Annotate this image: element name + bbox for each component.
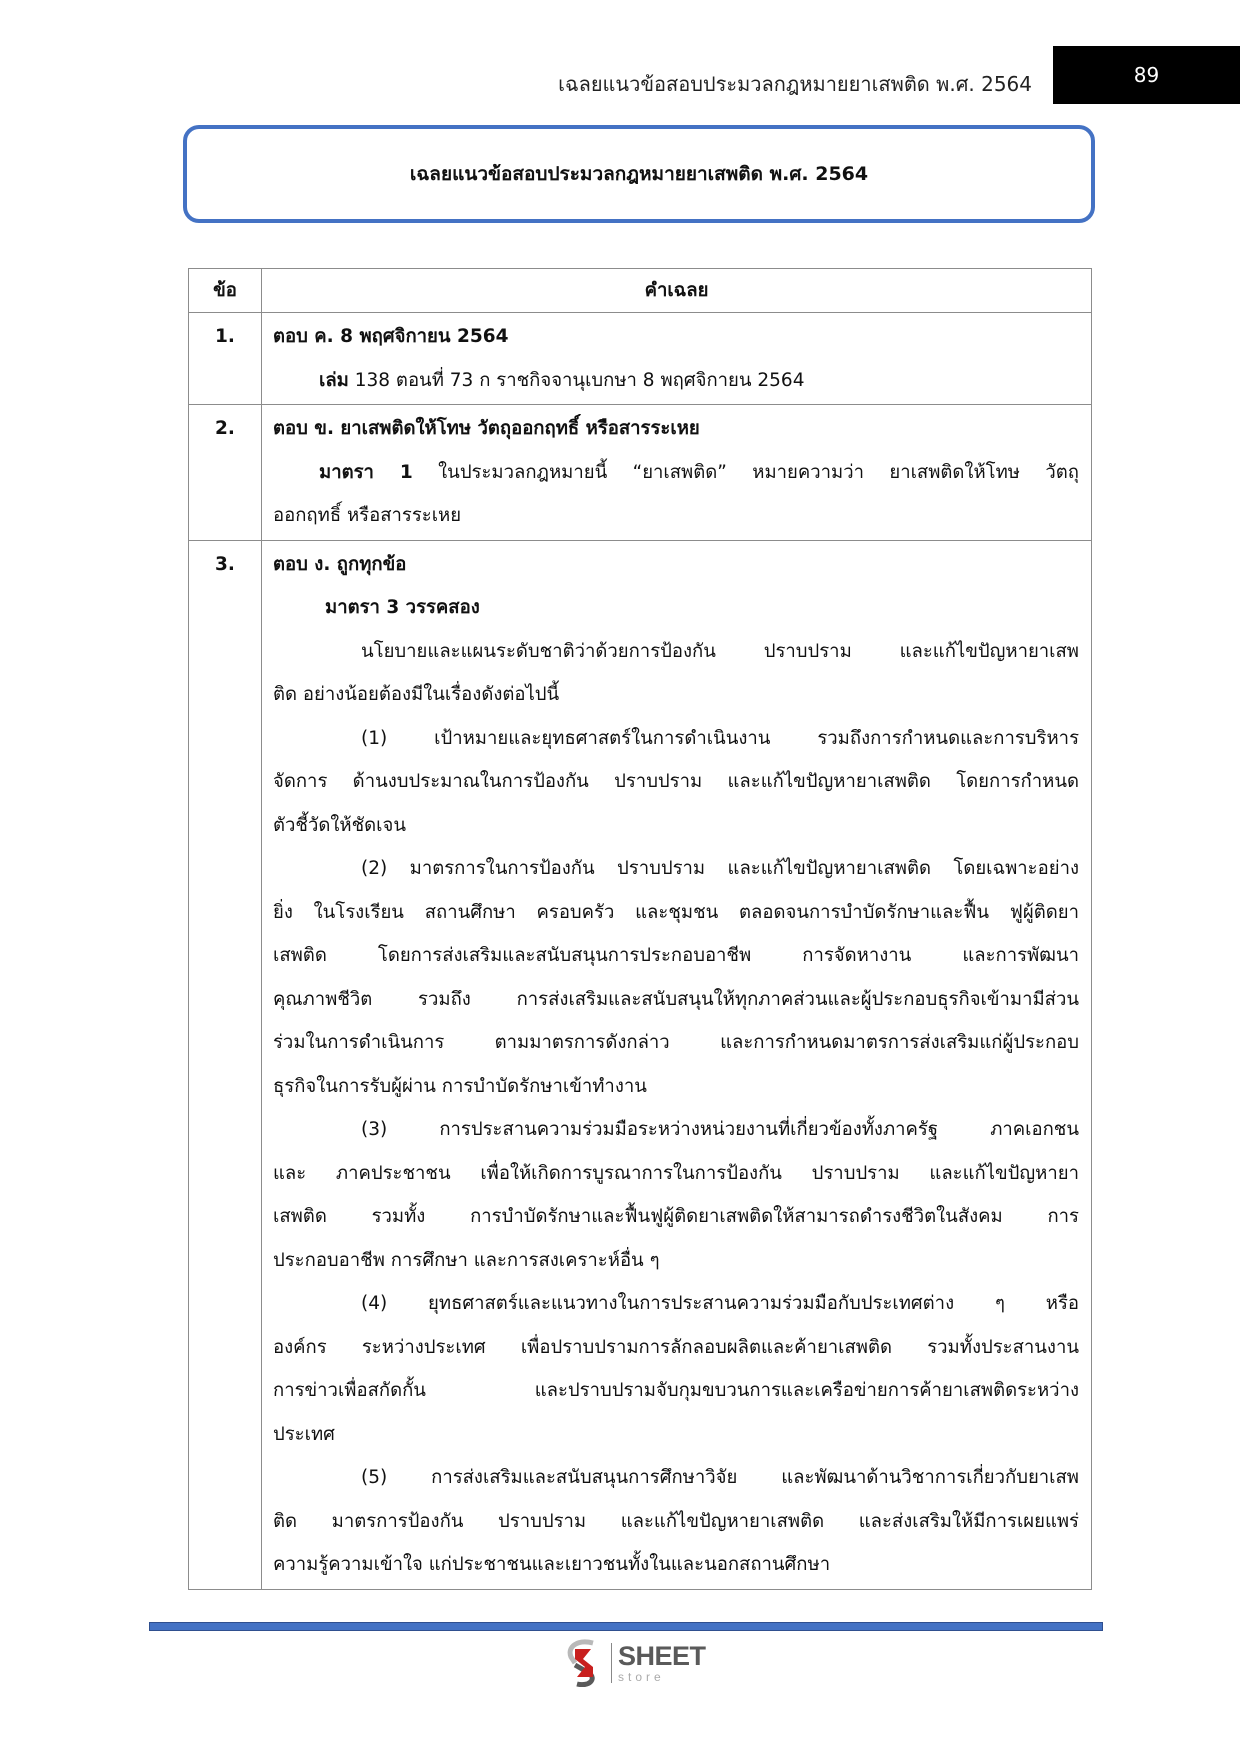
answer-cell <box>262 540 1092 1589</box>
policy-item-2-continued: ร่วมในการดำเนินการ ตามมาตรการดังกล่าว และการกำหนดมาตรการส่งเสริมแก่ผู้ประกอบ <box>273 1032 1079 1053</box>
logo-subtext: store <box>618 1670 665 1684</box>
intro-paragraph: นโยบายและแผนระดับชาติว่าด้วยการป้องกัน ปราบปราม และแก้ไขปัญหายาเสพ <box>361 640 1079 662</box>
footer-bar <box>149 1622 1103 1631</box>
answer-table <box>188 268 1092 1590</box>
policy-item-3-continued: และ ภาคประชาชน เพื่อให้เกิดการบูรณาการในการป้องกัน ปราบปราม และแก้ไขปัญหายา <box>273 1162 1079 1184</box>
policy-item-3: (3) การประสานความร่วมมือระหว่างหน่วยงานที่เกี่ยวข้องทั้งภาครัฐ ภาคเอกชน <box>361 1119 1079 1140</box>
policy-item-4-continued: ประเทศ <box>273 1423 335 1445</box>
question-number: 2. <box>189 405 262 541</box>
page-number: 89 <box>1133 63 1160 87</box>
page-number-box <box>1053 46 1240 104</box>
answer-detail: เล่ม 138 ตอนที่ 73 ก ราชกิจจานุเบกษา 8 พฤศจิกายน 2564 <box>319 369 805 391</box>
sheet-store-s-logo-icon <box>563 1639 605 1687</box>
policy-item-2-continued: ยิ่ง ในโรงเรียน สถานศึกษา ครอบครัว และชุมชน ตลอดจนการบำบัดรักษาและฟื้น ฟูผู้ติดยา <box>273 901 1079 923</box>
logo-word: SHEET <box>618 1641 706 1671</box>
policy-item-5: (5) การส่งเสริมและสนับสนุนการศึกษาวิจัย และพัฒนาด้านวิชาการเกี่ยวกับยาเสพ <box>361 1467 1079 1488</box>
policy-item-2-continued: คุณภาพชีวิต รวมถึง การส่งเสริมและสนับสนุนให้ทุกภาคส่วนและผู้ประกอบธุรกิจเข้ามามีส่วน <box>273 988 1079 1010</box>
policy-item-2-continued: ธุรกิจในการรับผู้ผ่าน การบำบัดรักษาเข้าทำงาน <box>273 1075 647 1097</box>
table-row <box>189 313 1092 405</box>
answer-text: ตอบ ข. ยาเสพติดให้โทษ วัตถุออกฤทธิ์ หรือสารระเหย <box>273 418 700 439</box>
column-header-number: ข้อ <box>189 269 262 313</box>
answer-detail: มาตรา 1 ในประมวลกฎหมายนี้ “ยาเสพติด” หมายความว่า ยาเสพติดให้โทษ วัตถุ <box>319 461 1079 483</box>
policy-item-2-continued: เสพติด โดยการส่งเสริมและสนับสนุนการประกอบอาชีพ การจัดหางาน และการพัฒนา <box>273 945 1079 966</box>
question-number: 1. <box>189 313 262 405</box>
policy-item-4-continued: องค์กร ระหว่างประเทศ เพื่อปราบปรามการลักลอบผลิตและค้ายาเสพติด รวมทั้งประสานงาน <box>273 1336 1079 1358</box>
table-header-row <box>189 269 1092 313</box>
policy-item-1-continued: ตัวชี้วัดให้ชัดเจน <box>273 814 406 836</box>
policy-item-3-continued: ประกอบอาชีพ การศึกษา และการสงเคราะห์อื่น ๆ <box>273 1249 660 1271</box>
policy-item-3-continued: เสพติด รวมทั้ง การบำบัดรักษาและฟื้นฟูผู้ติดยาเสพติดให้สามารถดำรงชีวิตในสังคม การ <box>273 1206 1079 1227</box>
title-box <box>183 125 1095 223</box>
answer-cell <box>262 313 1092 405</box>
policy-item-1: (1) เป้าหมายและยุทธศาสตร์ในการดำเนินงาน รวมถึงการกำหนดและการบริหาร <box>361 727 1079 749</box>
law-section-heading: มาตรา 3 วรรคสอง <box>325 597 480 618</box>
column-header-answer: คำเฉลย <box>262 269 1092 313</box>
policy-item-1-continued: จัดการ ด้านงบประมาณในการป้องกัน ปราบปราม และแก้ไขปัญหายาเสพติด โดยการกำหนด <box>273 771 1079 792</box>
policy-item-4-continued: การข่าวเพื่อสกัดกั้น และปราบปรามจับกุมขบวนการและเครือข่ายการค้ายาเสพติดระหว่าง <box>273 1380 1079 1401</box>
answer-cell <box>262 405 1092 541</box>
policy-item-5-continued: ติด มาตรการป้องกัน ปราบปราม และแก้ไขปัญหายาเสพติด และส่งเสริมให้มีการเผยแพร่ <box>273 1510 1079 1532</box>
answer-text: ตอบ ค. 8 พฤศจิกายน 2564 <box>273 326 509 347</box>
policy-item-4: (4) ยุทธศาสตร์และแนวทางในการประสานความร่วมมือกับประเทศต่าง ๆ หรือ <box>361 1293 1079 1314</box>
answer-detail-continued: ออกฤทธิ์ หรือสารระเหย <box>273 505 462 526</box>
footer-logo <box>563 1637 706 1689</box>
answer-text: ตอบ ง. ถูกทุกข้อ <box>273 553 407 575</box>
policy-item-5-continued: ความรู้ความเข้าใจ แก่ประชาชนและเยาวชนทั้งในและนอกสถานศึกษา <box>273 1554 831 1575</box>
question-number: 3. <box>189 540 262 1589</box>
page-title: เฉลยแนวข้อสอบประมวลกฎหมายยาเสพติด พ.ศ. 2564 <box>409 163 869 185</box>
intro-paragraph-continued: ติด อย่างน้อยต้องมีในเรื่องดังต่อไปนี้ <box>273 684 560 705</box>
policy-item-2: (2) มาตรการในการป้องกัน ปราบปราม และแก้ไขปัญหายาเสพติด โดยเฉพาะอย่าง <box>361 858 1079 879</box>
table-row <box>189 405 1092 541</box>
running-header: เฉลยแนวข้อสอบประมวลกฎหมายยาเสพติด พ.ศ. 2564 <box>558 72 1032 96</box>
logo-divider <box>611 1643 612 1683</box>
table-row <box>189 540 1092 1589</box>
